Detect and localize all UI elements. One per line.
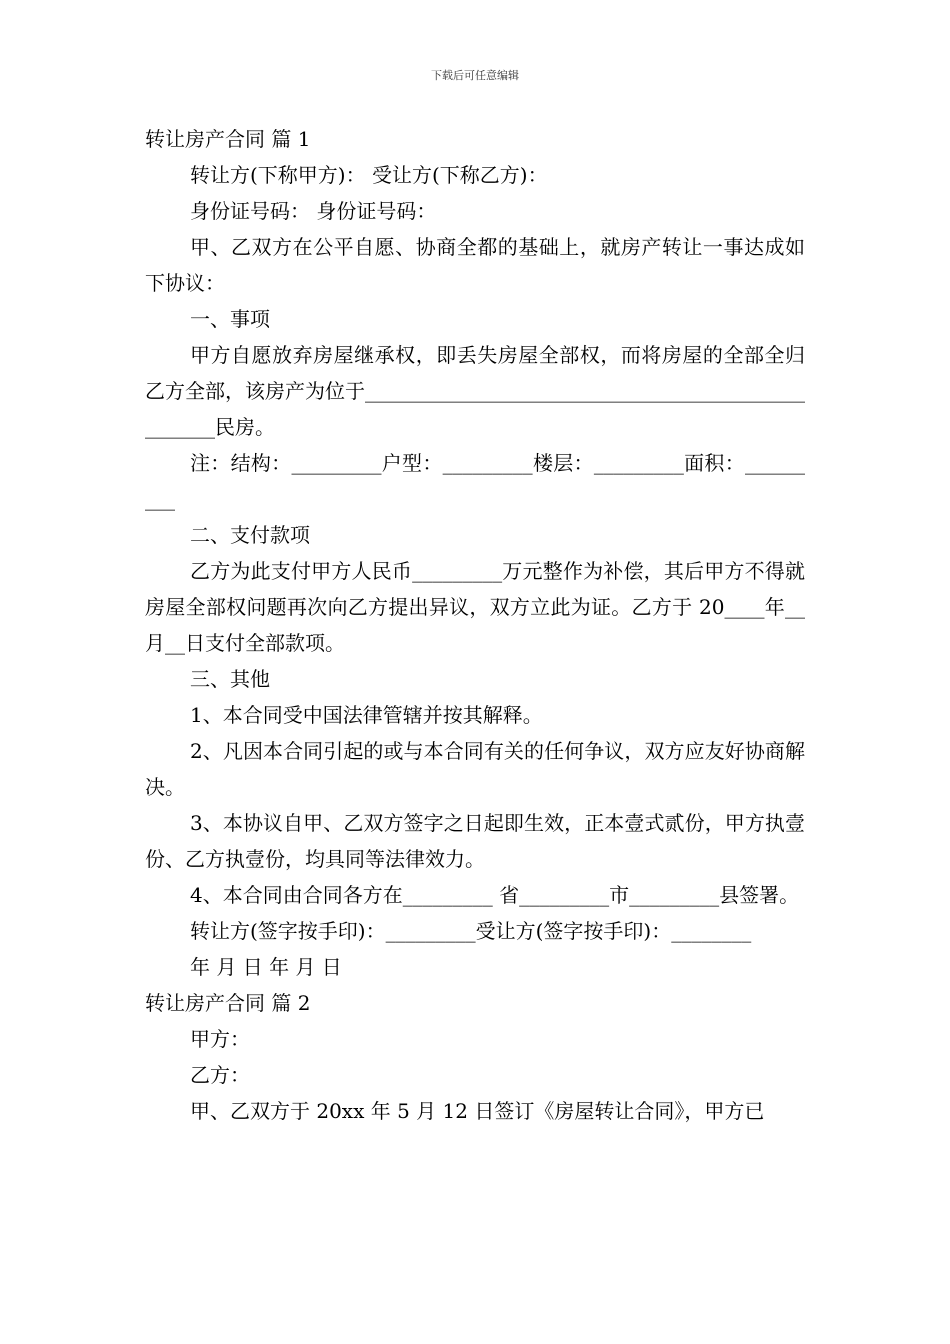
intro-paragraph: 甲、乙双方在公平自愿、协商全都的基础上，就房产转让一事达成如下协议： [145, 235, 805, 295]
section2-title: 转让房产合同 篇 2 [145, 991, 311, 1015]
contract-document [145, 121, 805, 1129]
party-a-line: 甲方： [190, 1027, 250, 1051]
item1-note: 注：结构：_________户型：_________楼层：_________面积：_________ [145, 451, 805, 511]
parties-line: 转让方(下称甲方)： 受让方(下称乙方)： [190, 163, 548, 187]
item1-body: 甲方自愿放弃房屋继承权，即丢失房屋全部权，而将房屋的全部全归乙方全部，该房产为位于___________________________________________________民房。 [145, 343, 805, 439]
dates-line: 年 月 日 年 月 日 [190, 955, 342, 979]
signatures-line: 转让方(签字按手印)：_________受让方(签字按手印)：________ [190, 919, 752, 943]
item2-heading: 二、支付款项 [190, 523, 310, 547]
id-numbers-line: 身份证号码： 身份证号码： [190, 199, 437, 223]
party-b-line: 乙方： [190, 1063, 250, 1087]
item1-heading: 一、事项 [190, 307, 270, 331]
clause-1: 1、本合同受中国法律管辖并按其解释。 [190, 703, 543, 727]
clause-4: 4、本合同由合同各方在_________ 省_________市_________县签署。 [190, 883, 800, 907]
item3-heading: 三、其他 [190, 667, 270, 691]
item2-body: 乙方为此支付甲方人民币_________万元整作为补偿，其后甲方不得就房屋全部权问题再次向乙方提出异议，双方立此为证。乙方于 20____年__月__日支付全部款项。 [145, 559, 805, 655]
clause-3: 3、本协议自甲、乙双方签字之日起即生效，正本壹式贰份，甲方执壹份、乙方执壹份，均具同等法律效力。 [145, 811, 805, 871]
section2-intro: 甲、乙双方于 20xx 年 5 月 12 日签订《房屋转让合同》，甲方已 [190, 1099, 765, 1123]
section1-title: 转让房产合同 篇 1 [145, 127, 311, 151]
clause-2: 2、凡因本合同引起的或与本合同有关的任何争议，双方应友好协商解决。 [145, 739, 805, 799]
page-header-note: 下载后可任意编辑 [431, 69, 519, 82]
